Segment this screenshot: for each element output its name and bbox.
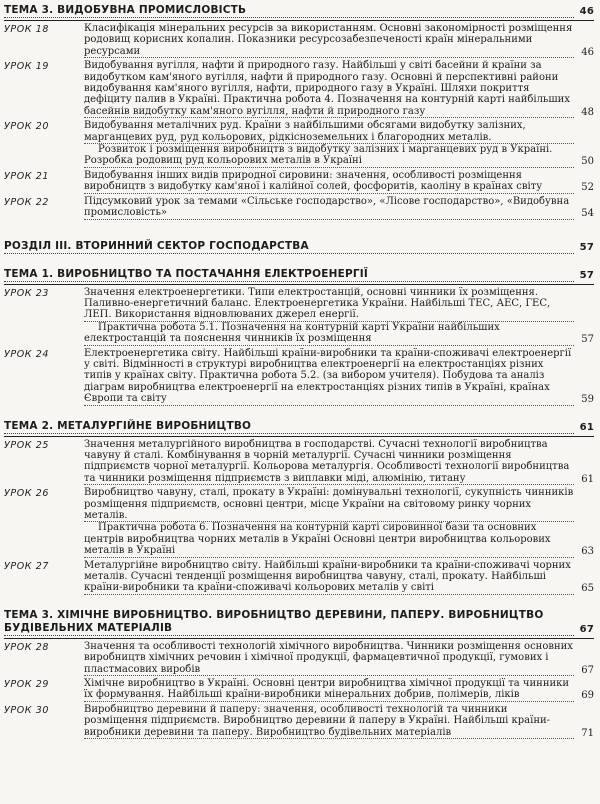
lesson-entry bbox=[4, 704, 594, 739]
lesson-paragraph: Виробництво деревини й паперу: значення, особливості технологій та чинники розміщення підприємств. Виробництво деревини й паперу в Україні. Найбільші країни-виробники деревини та паперу. Виробництво будівельних матеріалів bbox=[84, 704, 574, 739]
lesson-entry bbox=[4, 348, 594, 406]
topic-heading bbox=[4, 268, 594, 282]
lesson-entry bbox=[4, 560, 594, 595]
lesson-description bbox=[84, 487, 574, 557]
page-number: 61 bbox=[581, 473, 594, 485]
lesson-paragraph: Практична робота 6. Позначення на контурній карті сировинної бази та основних центрів виробництва чорних металів в Україні Основні центри виробництва кольорових металів в Україні bbox=[84, 522, 574, 557]
page-number: 57 bbox=[579, 241, 594, 253]
lesson-entry bbox=[4, 60, 594, 118]
lesson-entry bbox=[4, 439, 594, 486]
page-number: 67 bbox=[579, 623, 594, 635]
lesson-description bbox=[84, 560, 574, 595]
heading-rule bbox=[4, 638, 594, 639]
lesson-paragraph: Хімічне виробництво в Україні. Основні центри виробництва хімічної продукції та чинники їх формування. Найбільші країни-виробники мінеральних добрив, полімерів, ліків bbox=[84, 678, 574, 702]
page-number: 61 bbox=[579, 421, 594, 433]
page-number: 59 bbox=[581, 394, 594, 406]
page-number: 57 bbox=[579, 269, 594, 281]
lesson-paragraph: Значення та особливості технологій хімічного виробництва. Чинники розміщення основних виробництв хімічних речовин і хімічної продукції, фармацевтичної продукції, гумових і пластмасових виробів bbox=[84, 640, 573, 675]
section-heading bbox=[4, 240, 594, 254]
lesson-description bbox=[84, 704, 574, 739]
topic-title: ТЕМА 3. ХІМІЧНЕ ВИРОБНИЦТВО. ВИРОБНИЦТВО ДЕРЕВИНИ, ПАПЕРУ. ВИРОБНИЦТВО БУДІВЕЛЬНИХ МАТЕРІАЛІВ bbox=[4, 609, 574, 636]
topic-heading bbox=[4, 4, 594, 18]
lesson-paragraph: Видобування вугілля, нафти й природного газу. Найбільші у світі басейни й країни за видобутком кам'яного вугілля, нафти й природного газу. Основні й перспективні райони видобування кам'яного вугілля, нафти, природного газу в Україні. Шляхи покриття дефіциту палив в Україні. Практична робота 4. Позначення на контурній карті найбільших басейнів видобутку кам'яного вугілля, нафти й природного газу bbox=[84, 60, 574, 118]
lesson-label: УРОК 27 bbox=[4, 560, 50, 572]
page-number: 71 bbox=[581, 727, 594, 739]
lesson-description bbox=[84, 678, 574, 702]
heading-rule bbox=[4, 436, 594, 437]
lesson-label: УРОК 20 bbox=[4, 121, 50, 133]
topic-heading bbox=[4, 420, 594, 434]
lesson-entry bbox=[4, 678, 594, 702]
page-number: 48 bbox=[581, 106, 594, 118]
lesson-label: УРОК 26 bbox=[4, 488, 50, 500]
lesson-description bbox=[84, 196, 574, 220]
lesson-description bbox=[84, 348, 574, 406]
lesson-description bbox=[84, 120, 574, 168]
lesson-label: УРОК 24 bbox=[4, 348, 50, 360]
lesson-description bbox=[84, 287, 574, 346]
lesson-paragraph: Видобування металічних руд. Країни з найбільшими обсягами видобутку залізних, марганцевих руд, руд кольорових, рідкісноземельних і благородних металів. bbox=[84, 120, 574, 144]
page-number: 54 bbox=[581, 208, 594, 220]
lesson-label: УРОК 21 bbox=[4, 170, 50, 182]
topic-title: ТЕМА 1. ВИРОБНИЦТВО ТА ПОСТАЧАННЯ ЕЛЕКТРОЕНЕРГІЇ bbox=[4, 268, 574, 282]
topic-title: ТЕМА 2. МЕТАЛУРГІЙНЕ ВИРОБНИЦТВО bbox=[4, 420, 574, 434]
page-number: 63 bbox=[581, 546, 594, 558]
page-number: 65 bbox=[581, 583, 594, 595]
lesson-paragraph: Видобування інших видів природної сировини: значення, особливості розміщення виробництв з видобутку кам'яної і калійної солей, фосфоритів, каоліну в країнах світу bbox=[84, 170, 574, 194]
lesson-label: УРОК 25 bbox=[4, 439, 50, 451]
heading-rule bbox=[4, 284, 594, 285]
lesson-paragraph: Електроенергетика світу. Найбільші країни-виробники та країни-споживачі електроенергії у світі. Відмінності в структурі виробництва електроенергії на електростанціях різних типів у країнах світу. Практична робота 5.2. (за вибором учителя). Побудова та аналіз діаграм виробництва електроенергії на електростанціях різних типів в Україні, країнах Європи та світу bbox=[84, 348, 574, 406]
page-number: 52 bbox=[581, 182, 594, 194]
lesson-entry bbox=[4, 287, 594, 346]
lesson-paragraph: Підсумковий урок за темами «Сільське господарство», «Лісове господарство», «Видобувна промисловість» bbox=[84, 196, 574, 220]
lesson-label: УРОК 29 bbox=[4, 679, 50, 691]
lesson-entry bbox=[4, 487, 594, 557]
page-number: 67 bbox=[581, 664, 594, 676]
lesson-label: УРОК 30 bbox=[4, 704, 50, 716]
page-number: 50 bbox=[581, 156, 594, 168]
page-number: 57 bbox=[581, 334, 594, 346]
heading-rule bbox=[4, 20, 594, 21]
lesson-description bbox=[84, 170, 574, 194]
lesson-paragraph: Металургійне виробництво світу. Найбільші країни-виробники та країни-споживачі чорних металів. Сучасні тенденції розміщення виробництва чавуну, сталі, прокату. Найбільші країни-виробники та країни-споживачі кольорових металів у світі bbox=[84, 560, 574, 595]
page-number: 46 bbox=[581, 46, 594, 58]
lesson-label: УРОК 22 bbox=[4, 196, 50, 208]
lesson-entry bbox=[4, 120, 594, 168]
lesson-entry bbox=[4, 23, 594, 58]
lesson-paragraph: Виробництво чавуну, сталі, прокату в Україні: домінувальні технології, сукупність чинників розміщення підприємств, основні центри, місце України на світовому ринку чорних металів. bbox=[84, 487, 574, 521]
page-number: 46 bbox=[579, 6, 594, 17]
lesson-label: УРОК 23 bbox=[4, 287, 50, 299]
lesson-paragraph: Практична робота 5.1. Позначення на контурній карті України найбільших електростанцій та пояснення чинників їх розміщення bbox=[84, 322, 574, 346]
lesson-entry bbox=[4, 196, 594, 220]
lesson-label: УРОК 18 bbox=[4, 24, 50, 35]
lesson-entry bbox=[4, 170, 594, 194]
lesson-paragraph: Класифікація мінеральних ресурсів за використанням. Основні закономірності розміщення родовищ корисних копалин. Показники ресурсозабезпеченості країн мінеральними ресурсами bbox=[84, 23, 573, 57]
page-number: 69 bbox=[581, 690, 594, 702]
lesson-entry bbox=[4, 641, 594, 676]
lesson-description bbox=[84, 439, 574, 486]
topic-heading bbox=[4, 609, 594, 636]
lesson-description bbox=[84, 60, 574, 118]
lesson-label: УРОК 19 bbox=[4, 61, 50, 73]
lesson-description bbox=[84, 641, 574, 676]
lesson-description bbox=[84, 23, 574, 58]
lesson-label: УРОК 28 bbox=[4, 641, 50, 653]
lesson-paragraph: Значення металургійного виробництва в господарстві. Сучасні технології виробництва чавуну й сталі. Комбінування в чорній металургії. Сучасні чинники розміщення підприємств чорної металургії. Кольорова металургія. Особливості технології виробництва та чинники розміщення підприємств з виплавки міді, алюмінію, титану bbox=[84, 439, 574, 486]
topic-title: РОЗДІЛ ІІІ. ВТОРИННИЙ СЕКТОР ГОСПОДАРСТВА bbox=[4, 240, 574, 254]
topic-title: ТЕМА 3. ВИДОБУВНА ПРОМИСЛОВІСТЬ bbox=[4, 4, 574, 18]
lesson-paragraph: Значення електроенергетики. Типи електростанцій, основні чинники їх розміщення. Паливно-енергетичний баланс. Електроенергетика України. Найбільші ТЕС, АЕС, ГЕС, ЛЕП. Використання відновлюваних джерел енергії. bbox=[84, 287, 574, 322]
lesson-paragraph: Розвиток і розміщення виробництв з видобутку залізних і марганцевих руд в Україні. Розробка родовищ руд кольорових металів в Україні bbox=[84, 144, 574, 168]
